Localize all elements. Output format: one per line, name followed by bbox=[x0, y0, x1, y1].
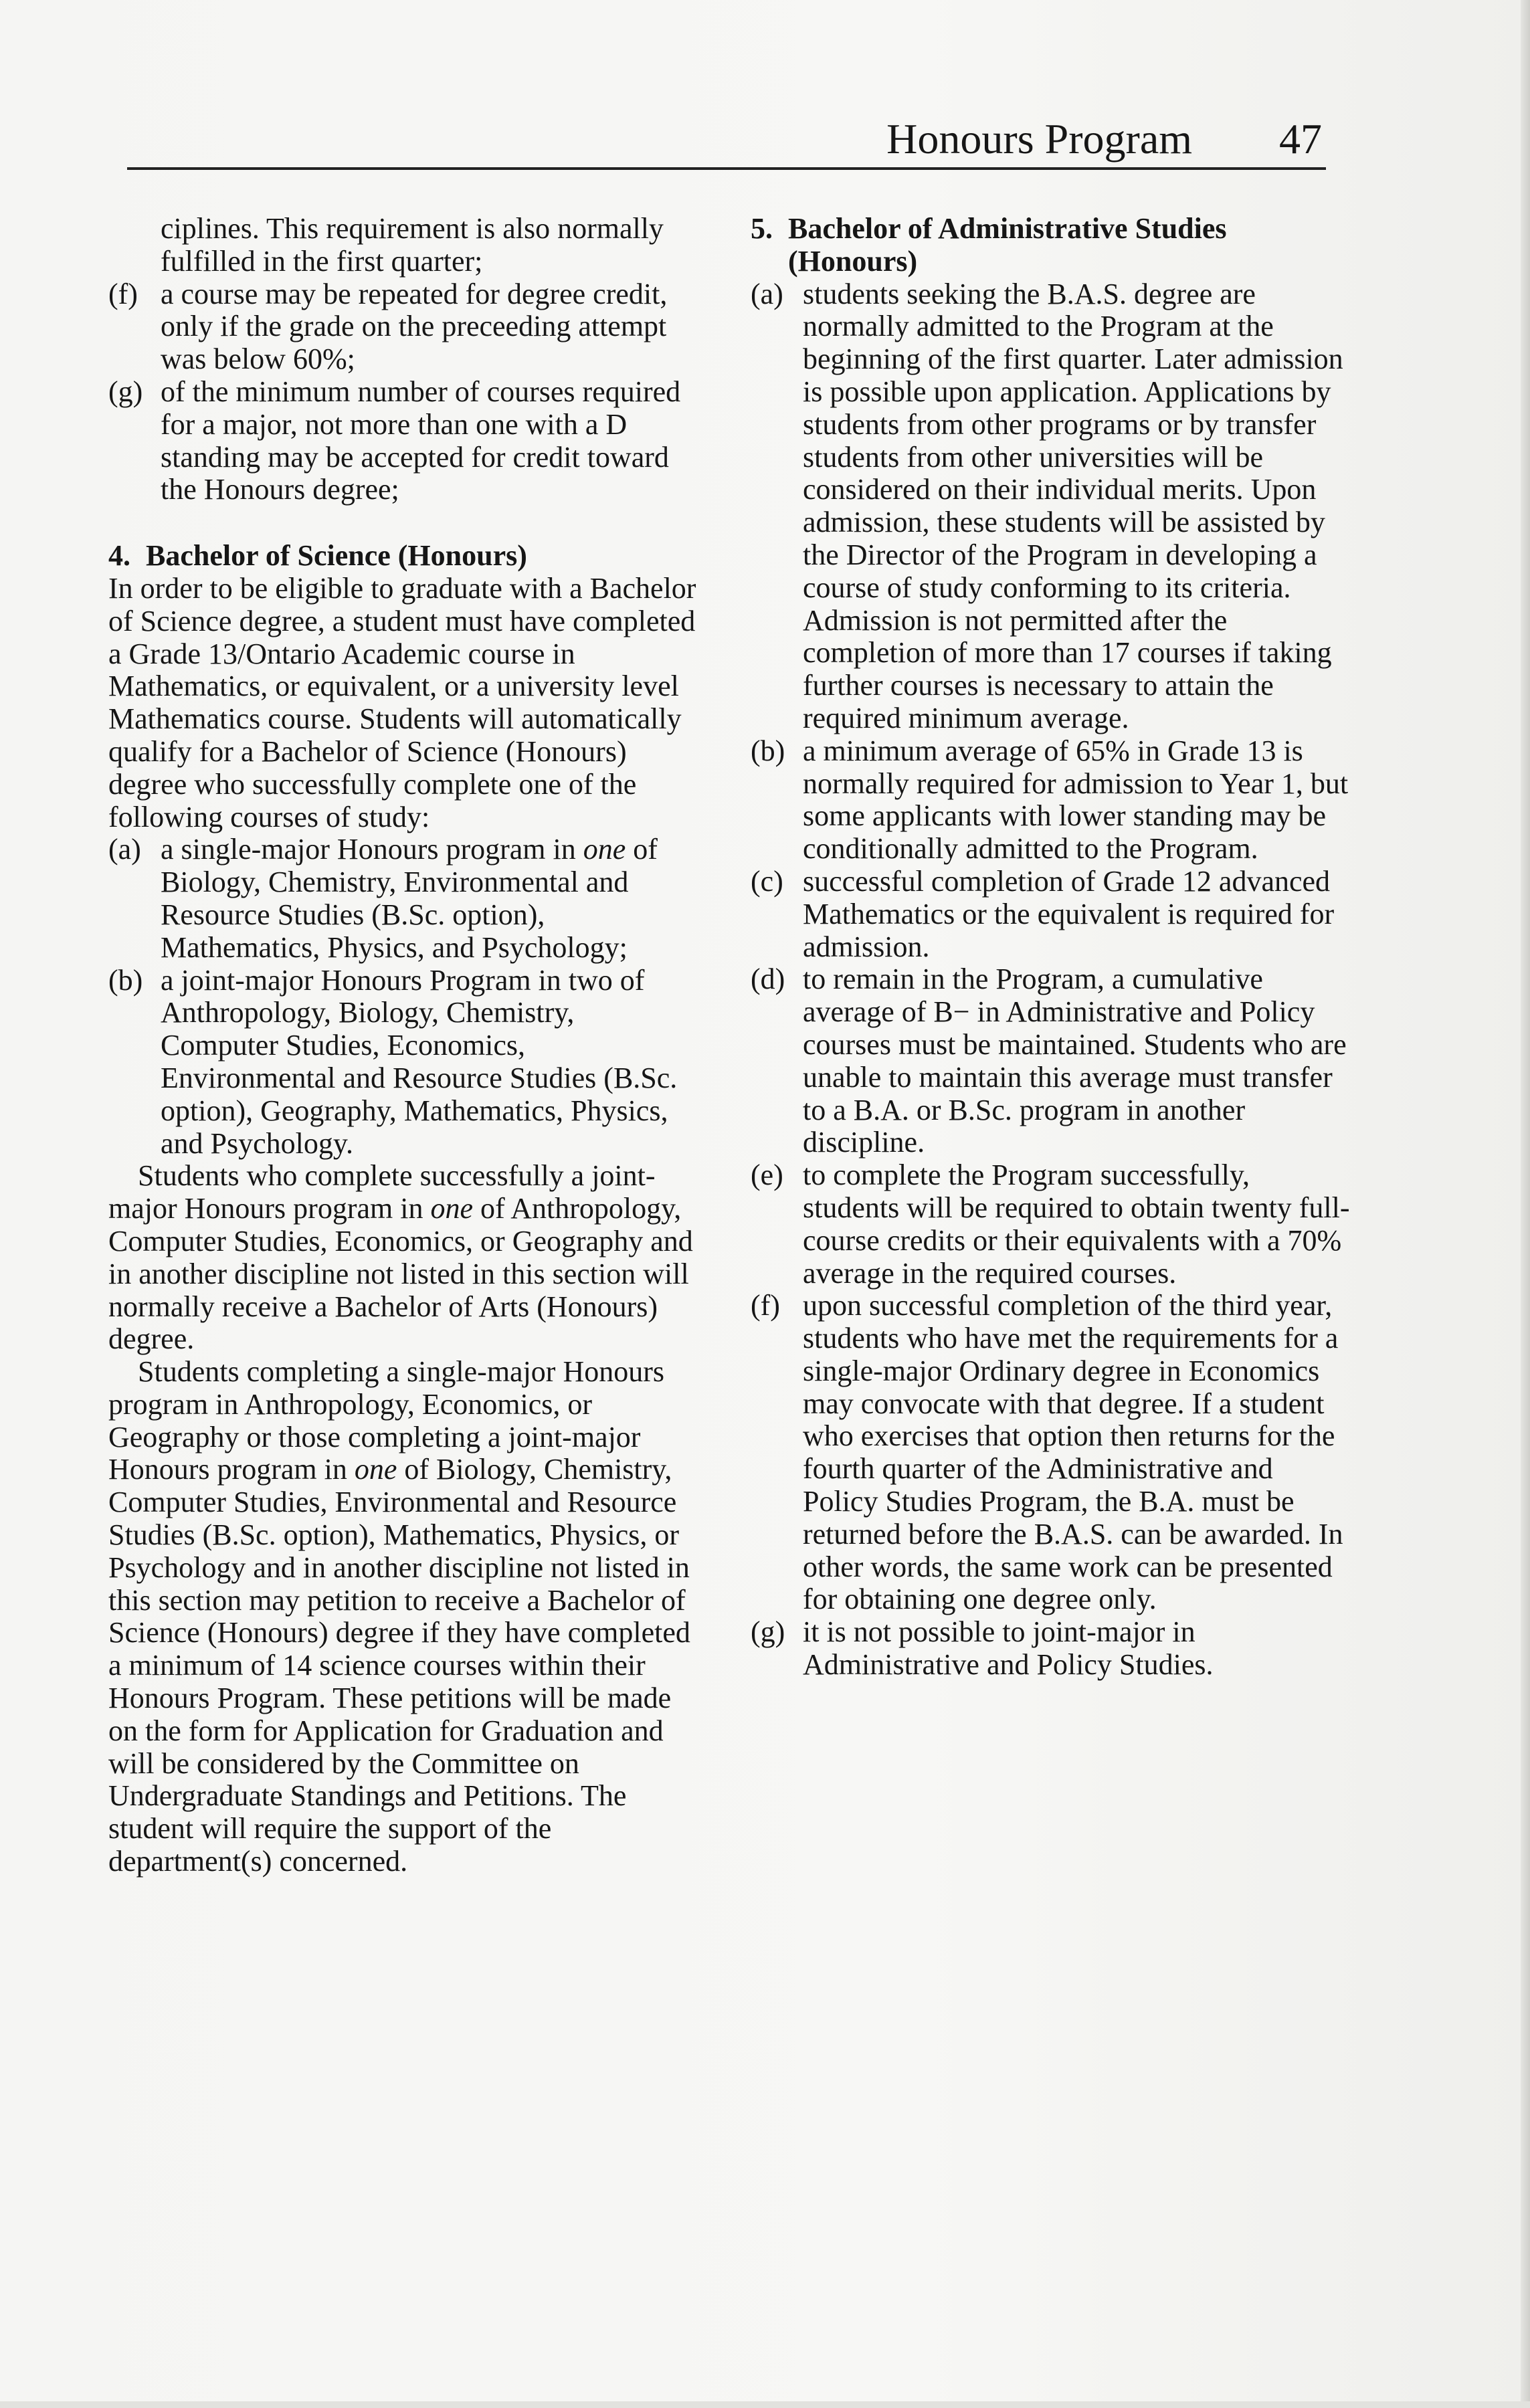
list-label: (f) bbox=[751, 1289, 780, 1322]
list-text: a course may be repeated for degree credit, only if the grade on the preceeding attempt was below 60%; bbox=[161, 277, 668, 376]
emphasis-one: one bbox=[354, 1453, 397, 1486]
list-label: (b) bbox=[751, 734, 785, 767]
list-item-b bbox=[108, 965, 697, 1161]
continued-text: ciplines. This requirement is also normally fulfilled in the first quarter; bbox=[161, 212, 664, 278]
list-label: (a) bbox=[108, 833, 141, 866]
emphasis-one: one bbox=[430, 1192, 473, 1225]
list-label: (d) bbox=[751, 963, 785, 996]
list-label: (b) bbox=[108, 963, 143, 997]
section-4-intro: In order to be eligible to graduate with a Bachelor of Science degree, a student must have completed a Grade 13/Ontario Academic course in Mathematics, or equivalent, or a university level Mathematics course. Students will automatically qualify for a Bachelor of Science (Honours) degree who successfully complete one of the following courses of study: bbox=[108, 571, 696, 833]
section-title: Bachelor of Administrative Studies (Honours) bbox=[788, 212, 1227, 278]
list-item-e bbox=[751, 1159, 1353, 1290]
paragraph-ba-honours: Students who complete successfully a joint-major Honours program in one of Anthropology, Computer Studies, Economics, or Geography and in another discipline not listed in this section will normally receive a Bachelor of Arts (Honours) degree. bbox=[108, 1159, 693, 1356]
list-text: successful completion of Grade 12 advanced Mathematics or the equivalent is required for admission. bbox=[803, 864, 1335, 963]
list-text-post: of Biology, Chemistry, Environmental and Resource Studies (B.Sc. option), Mathematics, Physics, and Psychology; bbox=[161, 833, 658, 964]
list-item-b bbox=[751, 735, 1353, 866]
list-item-a bbox=[751, 278, 1353, 735]
section-number: 4. bbox=[108, 539, 130, 573]
list-label: (a) bbox=[751, 277, 783, 310]
page-number: 47 bbox=[1279, 115, 1322, 163]
list-text: students seeking the B.A.S. degree are normally admitted to the Program at the beginning of the first quarter. Later admission is possible upon application. Applications by students from other programs or by transfer students from other universities will be considered on their individual merits. Upon admission, these students will be assisted by the Director of the Program in developing a course of study conforming to its criteria. Admission is not permitted after the completion of more than 17 courses if taking further courses is necessary to attain the required minimum average. bbox=[803, 277, 1343, 734]
section-title: Bachelor of Science (Honours) bbox=[146, 539, 527, 573]
list-item-g bbox=[108, 376, 697, 506]
list-item-d bbox=[751, 963, 1353, 1159]
list-text: a joint-major Honours Program in two of Anthropology, Biology, Chemistry, Computer Studies, Economics, Environmental and Resource Studies (B.Sc. option), Geography, Mathematics, Physics, and Psychology. bbox=[161, 963, 678, 1160]
list-text: it is not possible to joint-major in Administrative and Policy Studies. bbox=[803, 1615, 1214, 1682]
emphasis-one: one bbox=[583, 833, 626, 866]
header-rule bbox=[127, 167, 1326, 170]
list-text: to remain in the Program, a cumulative average of B− in Administrative and Policy courses must be maintained. Students who are unable to maintain this average must transfer to a B.A. or B.Sc. program in another discipline. bbox=[803, 963, 1347, 1159]
list-item-f bbox=[108, 278, 697, 376]
right-column bbox=[751, 213, 1353, 1682]
list-label: (f) bbox=[108, 277, 138, 310]
list-item-g bbox=[751, 1616, 1353, 1682]
list-text-pre: a single-major Honours program in bbox=[161, 833, 583, 866]
list-label: (c) bbox=[751, 864, 783, 898]
running-header bbox=[127, 112, 1326, 166]
list-label: (g) bbox=[108, 375, 143, 408]
list-label: (e) bbox=[751, 1159, 783, 1192]
page-bottom-edge bbox=[0, 2401, 1530, 2408]
left-column bbox=[108, 213, 697, 1878]
list-text: of the minimum number of courses required for a major, not more than one with a D standing may be accepted for credit toward the Honours degree; bbox=[161, 375, 681, 506]
list-text: a minimum average of 65% in Grade 13 is normally required for admission to Year 1, but some applicants with lower standing may be conditionally admitted to the Program. bbox=[803, 734, 1349, 866]
paragraph-bsc-petition: Students completing a single-major Honours program in Anthropology, Economics, or Geography or those completing a joint-major Honours program in one of Biology, Chemistry, Computer Studies, Environmental and Resource Studies (B.Sc. option), Mathematics, Physics, or Psychology and in another discipline not listed in this section may petition to receive a Bachelor of Science (Honours) degree if they have completed a minimum of 14 science courses within their Honours Program. These petitions will be made on the form for Application for Graduation and will be considered by the Committee on Undergraduate Standings and Petitions. The student will require the support of the department(s) concerned. bbox=[108, 1355, 690, 1878]
list-text: upon successful completion of the third year, students who have met the requirements for a single-major Ordinary degree in Economics may convocate with that degree. If a student who exercises that option then returns for the fourth quarter of the Administrative and Policy Studies Program, the B.A. must be returned before the B.A.S. can be awarded. In other words, the same work can be presented for obtaining one degree only. bbox=[803, 1289, 1343, 1616]
section-5-heading bbox=[751, 213, 1353, 278]
list-item-f bbox=[751, 1290, 1353, 1616]
list-item-a bbox=[108, 833, 697, 964]
page-edge-shadow bbox=[1521, 0, 1530, 2408]
running-header-title: Honours Program bbox=[886, 115, 1192, 163]
section-4-heading bbox=[108, 540, 697, 573]
list-text: to complete the Program successfully, students will be required to obtain twenty full-course credits or their equivalents with a 70% average in the required courses. bbox=[803, 1159, 1350, 1290]
list-item-c bbox=[751, 866, 1353, 963]
list-label: (g) bbox=[751, 1615, 785, 1649]
section-number: 5. bbox=[751, 212, 773, 245]
